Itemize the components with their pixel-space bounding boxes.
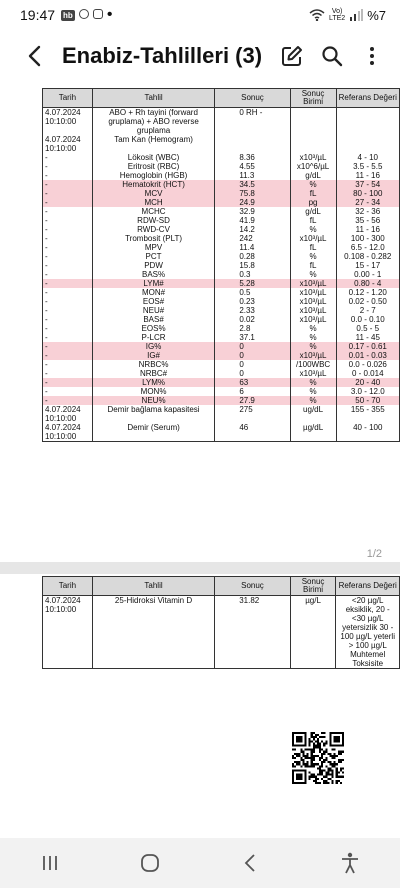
table-row bbox=[43, 342, 400, 351]
cell-date: - bbox=[43, 270, 93, 279]
cell-result: 275 bbox=[215, 405, 290, 423]
cell-unit: % bbox=[290, 324, 336, 333]
search-button[interactable] bbox=[312, 36, 352, 76]
cell-unit: x10³/µL bbox=[290, 315, 336, 324]
cell-unit: % bbox=[290, 333, 336, 342]
table-row bbox=[43, 270, 400, 279]
cell-unit: ug/dL bbox=[290, 405, 336, 423]
cell-result: 11.4 bbox=[215, 243, 290, 252]
cell-date: - bbox=[43, 351, 93, 360]
cell-reference bbox=[336, 135, 400, 153]
cell-date: - bbox=[43, 297, 93, 306]
cell-reference: 0.0 - 0.10 bbox=[336, 315, 400, 324]
col-header-test: Tahlil bbox=[92, 577, 214, 596]
table-row bbox=[43, 225, 400, 234]
cell-unit: % bbox=[290, 378, 336, 387]
cell-reference bbox=[336, 108, 400, 136]
cell-result: 31.82 bbox=[215, 596, 290, 669]
cell-result: 32.9 bbox=[215, 207, 290, 216]
table-row bbox=[43, 279, 400, 288]
table-row bbox=[43, 596, 400, 669]
cell-reference: 6.5 - 12.0 bbox=[336, 243, 400, 252]
cell-unit: x10³/µL bbox=[290, 279, 336, 288]
cell-result: 0 bbox=[215, 351, 290, 360]
table-row bbox=[43, 108, 400, 136]
cell-unit: x10³/µL bbox=[290, 153, 336, 162]
table-row bbox=[43, 207, 400, 216]
lab-results-table bbox=[42, 88, 400, 442]
table-row bbox=[43, 315, 400, 324]
cell-result: 24.9 bbox=[215, 198, 290, 207]
cell-unit: % bbox=[290, 225, 336, 234]
cell-unit: % bbox=[290, 342, 336, 351]
table-row bbox=[43, 405, 400, 423]
cell-date: - bbox=[43, 198, 93, 207]
cell-date: - bbox=[43, 324, 93, 333]
cell-test: Tam Kan (Hemogram) bbox=[92, 135, 215, 153]
cell-unit: /100WBC bbox=[290, 360, 336, 369]
cell-test: NRBC# bbox=[92, 369, 215, 378]
cell-date: - bbox=[43, 369, 93, 378]
cell-result bbox=[215, 135, 290, 153]
table-row bbox=[43, 216, 400, 225]
cell-date: - bbox=[43, 225, 93, 234]
table-row bbox=[43, 297, 400, 306]
cell-unit: g/dL bbox=[290, 171, 336, 180]
cell-date: - bbox=[43, 261, 93, 270]
nav-back-icon bbox=[244, 853, 256, 873]
cell-reference: 155 - 355 bbox=[336, 405, 400, 423]
table-row bbox=[43, 180, 400, 189]
table-row bbox=[43, 360, 400, 369]
battery-level: %7 bbox=[367, 7, 386, 23]
cell-unit: x10^6/µL bbox=[290, 162, 336, 171]
message-icon bbox=[93, 9, 103, 22]
col-header-reference: Referans Değeri bbox=[336, 577, 400, 596]
cell-result: 2.33 bbox=[215, 306, 290, 315]
signal-icon bbox=[349, 9, 363, 21]
system-nav-bar bbox=[0, 838, 400, 888]
cell-result: 0.23 bbox=[215, 297, 290, 306]
page-title: Enabiz-Tahlilleri (3) bbox=[62, 43, 263, 68]
cell-date: - bbox=[43, 378, 93, 387]
cell-test: NRBC% bbox=[92, 360, 215, 369]
cell-result: 0 bbox=[215, 369, 290, 378]
cell-test: ABO + Rh tayini (forward gruplama) + ABO reverse gruplama bbox=[92, 108, 215, 136]
cell-date: - bbox=[43, 315, 93, 324]
table-row bbox=[43, 396, 400, 405]
arrow-back-icon bbox=[27, 45, 41, 67]
cell-result: 11.3 bbox=[215, 171, 290, 180]
recents-icon bbox=[41, 854, 59, 872]
cell-result: 0.28 bbox=[215, 252, 290, 261]
cell-test: IG# bbox=[92, 351, 215, 360]
cell-result: 27.9 bbox=[215, 396, 290, 405]
cell-result: 6 bbox=[215, 387, 290, 396]
cell-test: Trombosit (PLT) bbox=[92, 234, 215, 243]
cell-unit: fL bbox=[290, 243, 336, 252]
cell-date: - bbox=[43, 234, 93, 243]
cell-reference: 11 - 16 bbox=[336, 225, 400, 234]
cell-result: 0 bbox=[215, 342, 290, 351]
cell-date: - bbox=[43, 306, 93, 315]
cell-test: IG% bbox=[92, 342, 215, 351]
cell-result: 0.3 bbox=[215, 270, 290, 279]
cell-test: MON# bbox=[92, 288, 215, 297]
cell-unit: % bbox=[290, 252, 336, 261]
cell-test: Demir bağlama kapasitesi bbox=[92, 405, 215, 423]
cell-reference: 0.02 - 0.50 bbox=[336, 297, 400, 306]
cell-date: 4.07.2024 10:10:00 bbox=[43, 135, 93, 153]
cell-test: BAS# bbox=[92, 315, 215, 324]
cell-unit: x10³/µL bbox=[290, 306, 336, 315]
cell-reference: 32 - 36 bbox=[336, 207, 400, 216]
cell-reference: 0.12 - 1.20 bbox=[336, 288, 400, 297]
cell-unit: % bbox=[290, 387, 336, 396]
cell-reference: 0.17 - 0.61 bbox=[336, 342, 400, 351]
table-row bbox=[43, 252, 400, 261]
nav-back-button[interactable] bbox=[230, 843, 270, 883]
accessibility-icon bbox=[341, 852, 359, 874]
lte-indicator: Vo) LTE2 bbox=[328, 8, 346, 22]
table-row bbox=[43, 261, 400, 270]
cell-reference: 11 - 45 bbox=[336, 333, 400, 342]
cell-result: 15.8 bbox=[215, 261, 290, 270]
home-icon bbox=[140, 853, 160, 873]
cell-date: - bbox=[43, 216, 93, 225]
cell-date: 4.07.2024 10:10:00 bbox=[43, 423, 93, 442]
col-header-unit: Sonuç Birimi bbox=[290, 89, 336, 108]
home-button[interactable] bbox=[130, 843, 170, 883]
table-row bbox=[43, 333, 400, 342]
page-indicator: 1/2 bbox=[366, 548, 382, 560]
cell-test: Hematokrit (HCT) bbox=[92, 180, 215, 189]
cell-date: - bbox=[43, 153, 93, 162]
cell-date: - bbox=[43, 342, 93, 351]
cell-test: RDW-SD bbox=[92, 216, 215, 225]
more-options-button[interactable] bbox=[352, 36, 392, 76]
table-row bbox=[43, 198, 400, 207]
cell-result: 63 bbox=[215, 378, 290, 387]
cell-unit: g/dL bbox=[290, 207, 336, 216]
cell-test: LYM# bbox=[92, 279, 215, 288]
cell-date: - bbox=[43, 189, 93, 198]
cell-reference: 80 - 100 bbox=[336, 189, 400, 198]
cell-date: - bbox=[43, 288, 93, 297]
cell-reference: 0.108 - 0.282 bbox=[336, 252, 400, 261]
table-row bbox=[43, 306, 400, 315]
cell-reference: 3.0 - 12.0 bbox=[336, 387, 400, 396]
cell-unit bbox=[290, 135, 336, 153]
cell-test: EOS# bbox=[92, 297, 215, 306]
browser-icon bbox=[79, 9, 89, 22]
cell-test: PDW bbox=[92, 261, 215, 270]
table-row bbox=[43, 234, 400, 243]
more-vert-icon bbox=[369, 46, 375, 66]
cell-date: - bbox=[43, 396, 93, 405]
cell-result: 75.8 bbox=[215, 189, 290, 198]
cell-result: 34.5 bbox=[215, 180, 290, 189]
cell-date: - bbox=[43, 279, 93, 288]
table-row bbox=[43, 324, 400, 333]
table-row bbox=[43, 243, 400, 252]
cell-reference: 11 - 16 bbox=[336, 171, 400, 180]
notification-dot-icon: • bbox=[106, 6, 113, 23]
table-row bbox=[43, 135, 400, 153]
cell-result: 4.55 bbox=[215, 162, 290, 171]
cell-unit: x10³/µL bbox=[290, 288, 336, 297]
recents-button[interactable] bbox=[30, 843, 70, 883]
accessibility-button[interactable] bbox=[330, 843, 370, 883]
cell-test: Demir (Serum) bbox=[92, 423, 215, 442]
table-row bbox=[43, 369, 400, 378]
cell-unit: fL bbox=[290, 216, 336, 225]
cell-reference: 0 - 0.014 bbox=[336, 369, 400, 378]
cell-test: MCV bbox=[92, 189, 215, 198]
cell-reference: 0.80 - 4 bbox=[336, 279, 400, 288]
col-header-result: Sonuç bbox=[215, 577, 290, 596]
table-row bbox=[43, 351, 400, 360]
search-icon bbox=[321, 45, 343, 67]
cell-test: Lökosit (WBC) bbox=[92, 153, 215, 162]
status-bar bbox=[0, 0, 400, 30]
cell-date: - bbox=[43, 387, 93, 396]
cell-reference: 50 - 70 bbox=[336, 396, 400, 405]
cell-reference: 35 - 56 bbox=[336, 216, 400, 225]
table-row bbox=[43, 387, 400, 396]
status-time: 19:47 bbox=[20, 7, 56, 23]
cell-unit: % bbox=[290, 396, 336, 405]
cell-result: 5.28 bbox=[215, 279, 290, 288]
cell-reference: 20 - 40 bbox=[336, 378, 400, 387]
cell-date: - bbox=[43, 180, 93, 189]
col-header-date: Tarih bbox=[43, 89, 93, 108]
cell-test: MCH bbox=[92, 198, 215, 207]
hb-badge-icon: hb bbox=[63, 10, 73, 20]
cell-reference: 0.0 - 0.026 bbox=[336, 360, 400, 369]
cell-date: 4.07.2024 10:10:00 bbox=[43, 405, 93, 423]
cell-unit: x10³/µL bbox=[290, 297, 336, 306]
cell-result: 242 bbox=[215, 234, 290, 243]
cell-result: 8.36 bbox=[215, 153, 290, 162]
cell-date: 4.07.2024 10:10:00 bbox=[43, 596, 93, 669]
table-row bbox=[43, 153, 400, 162]
cell-date: - bbox=[43, 360, 93, 369]
col-header-date: Tarih bbox=[43, 577, 93, 596]
cell-unit bbox=[290, 108, 336, 136]
col-header-reference: Referans Değeri bbox=[336, 89, 400, 108]
page-separator bbox=[0, 562, 400, 574]
cell-test: P-LCR bbox=[92, 333, 215, 342]
cell-result: 41.9 bbox=[215, 216, 290, 225]
cell-test: EOS% bbox=[92, 324, 215, 333]
wifi-icon bbox=[309, 9, 325, 21]
col-header-unit: Sonuç Birimi bbox=[290, 577, 336, 596]
col-header-test: Tahlil bbox=[92, 89, 215, 108]
cell-date: - bbox=[43, 171, 93, 180]
cell-unit: fL bbox=[290, 189, 336, 198]
table-row bbox=[43, 171, 400, 180]
cell-test: BAS% bbox=[92, 270, 215, 279]
cell-date: - bbox=[43, 162, 93, 171]
cell-result: 2.8 bbox=[215, 324, 290, 333]
cell-date: - bbox=[43, 333, 93, 342]
cell-test: MON% bbox=[92, 387, 215, 396]
app-bar bbox=[0, 30, 400, 82]
cell-unit: µg/dL bbox=[290, 423, 336, 442]
cell-result: 0 bbox=[215, 360, 290, 369]
cell-reference: 0.5 - 5 bbox=[336, 324, 400, 333]
cell-test: MPV bbox=[92, 243, 215, 252]
edit-button[interactable] bbox=[272, 36, 312, 76]
col-header-result: Sonuç bbox=[215, 89, 290, 108]
cell-reference: 3.5 - 5.5 bbox=[336, 162, 400, 171]
cell-result: 14.2 bbox=[215, 225, 290, 234]
cell-date: - bbox=[43, 207, 93, 216]
cell-date: 4.07.2024 10:10:00 bbox=[43, 108, 93, 136]
edit-icon bbox=[281, 45, 303, 67]
cell-reference: 40 - 100 bbox=[336, 423, 400, 442]
cell-test: NEU% bbox=[92, 396, 215, 405]
cell-reference: 27 - 34 bbox=[336, 198, 400, 207]
cell-date: - bbox=[43, 252, 93, 261]
table-row bbox=[43, 423, 400, 442]
cell-unit: µg/L bbox=[290, 596, 336, 669]
cell-test: MCHC bbox=[92, 207, 215, 216]
cell-reference: 0.00 - 1 bbox=[336, 270, 400, 279]
cell-unit: x10³/µL bbox=[290, 369, 336, 378]
cell-reference: 15 - 17 bbox=[336, 261, 400, 270]
cell-result: 37.1 bbox=[215, 333, 290, 342]
cell-result: 0.02 bbox=[215, 315, 290, 324]
qr-code-icon bbox=[292, 732, 344, 784]
cell-reference: 100 - 300 bbox=[336, 234, 400, 243]
cell-unit: % bbox=[290, 180, 336, 189]
vitamin-d-table bbox=[42, 576, 400, 669]
cell-result: 46 bbox=[215, 423, 290, 442]
cell-test: NEU# bbox=[92, 306, 215, 315]
cell-unit: fL bbox=[290, 261, 336, 270]
cell-unit: pg bbox=[290, 198, 336, 207]
cell-reference: 4 - 10 bbox=[336, 153, 400, 162]
cell-date: - bbox=[43, 243, 93, 252]
cell-result: 0.5 bbox=[215, 288, 290, 297]
cell-test: RWD-CV bbox=[92, 225, 215, 234]
cell-test: Hemoglobin (HGB) bbox=[92, 171, 215, 180]
cell-unit: x10³/µL bbox=[290, 234, 336, 243]
cell-reference: <20 µg/L eksiklik, 20 - <30 µg/L yetersizlik 30 - 100 µg/L yeterli > 100 µg/L Muhtemel Toksisite bbox=[336, 596, 400, 669]
cell-reference: 0.01 - 0.03 bbox=[336, 351, 400, 360]
cell-test: 25-Hidroksi Vitamin D bbox=[92, 596, 214, 669]
cell-test: Eritrosit (RBC) bbox=[92, 162, 215, 171]
table-row bbox=[43, 378, 400, 387]
cell-result: 0 RH - bbox=[215, 108, 290, 136]
cell-test: LYM% bbox=[92, 378, 215, 387]
cell-reference: 2 - 7 bbox=[336, 306, 400, 315]
cell-unit: % bbox=[290, 270, 336, 279]
back-button[interactable] bbox=[14, 36, 54, 76]
cell-unit: x10³/µL bbox=[290, 351, 336, 360]
table-row bbox=[43, 189, 400, 198]
table-row bbox=[43, 162, 400, 171]
cell-test: PCT bbox=[92, 252, 215, 261]
table-row bbox=[43, 288, 400, 297]
cell-reference: 37 - 54 bbox=[336, 180, 400, 189]
